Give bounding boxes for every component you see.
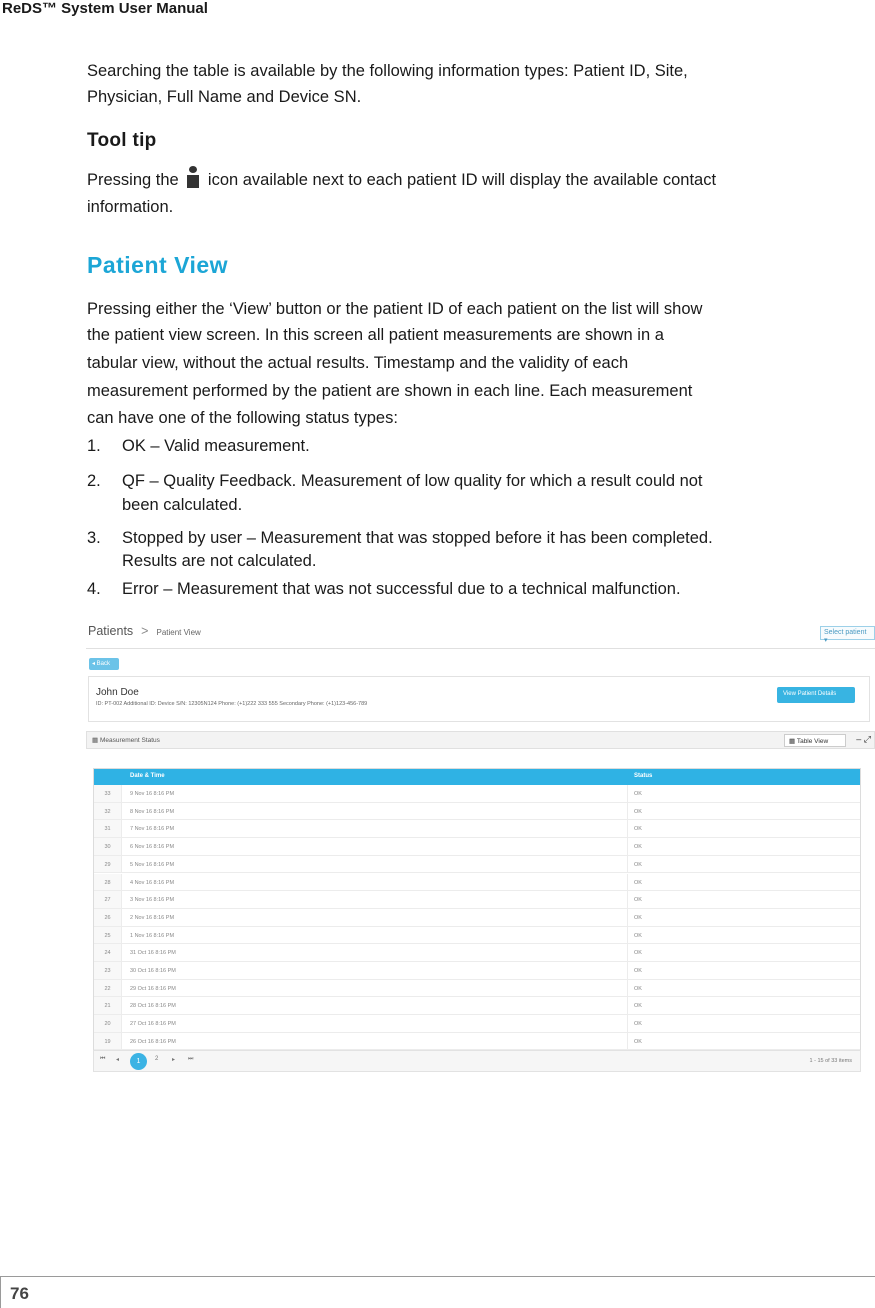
tooltip-line-2: information. [87,198,174,216]
row-date-time: 3 Nov 16 8:16 PM [130,897,175,904]
column-divider [627,980,628,997]
row-number: 20 [94,1015,122,1032]
pv-line-5: can have one of the following status types: [87,409,398,427]
row-number: 28 [94,874,122,891]
tooltip-heading: Tool tip [87,130,157,151]
pagination [93,1050,861,1072]
table-row[interactable] [94,980,860,998]
page-2-button[interactable]: 2 [155,1056,159,1062]
column-divider [627,997,628,1014]
view-patient-details-button[interactable]: View Patient Details [777,687,855,703]
row-status: OK [634,985,642,992]
patient-view-heading: Patient View [87,252,229,278]
table-row[interactable] [94,1033,860,1051]
table-row[interactable] [94,874,860,892]
row-status: OK [634,826,642,833]
row-date-time: 29 Oct 16 8:16 PM [130,985,176,992]
table-row[interactable] [94,962,860,980]
row-date-time: 26 Oct 16 8:16 PM [130,1038,176,1045]
patient-view-screenshot [86,618,875,1080]
list-text: OK – Valid measurement. [122,437,310,455]
table-view-button[interactable]: ▦ Table View [784,734,846,747]
next-page-button[interactable]: ▸ [172,1057,176,1063]
row-number: 25 [94,927,122,944]
row-status: OK [634,897,642,904]
first-page-button[interactable]: ⏮ [100,1056,106,1062]
page-1-button[interactable]: 1 [130,1053,147,1070]
document-header: ReDS™ System User Manual [2,0,208,17]
pv-line-1: Pressing either the ‘View’ button or the patient ID of each patient on the list will show [87,300,703,318]
row-status: OK [634,808,642,815]
footer-divider-vertical [0,1276,1,1308]
column-divider [627,856,628,873]
row-number: 31 [94,820,122,837]
tooltip-text-before: Pressing the [87,171,179,189]
list-text: Error – Measurement that was not successful due to a technical malfunction. [122,580,681,598]
row-number: 24 [94,944,122,961]
table-row[interactable] [94,803,860,821]
row-date-time: 8 Nov 16 8:16 PM [130,808,175,815]
patient-info: ID: PT-002 Additional ID: Device S/N: 12305N124 Phone: (+1)222 333 555 Secondary Phone: (+1)123-456-789 [96,701,368,707]
row-date-time: 5 Nov 16 8:16 PM [130,861,175,868]
column-divider [627,891,628,908]
list-text: QF – Quality Feedback. Measurement of low quality for which a result could not [122,472,703,490]
divider [86,648,875,649]
row-status: OK [634,1003,642,1010]
column-status[interactable]: Status [634,773,653,779]
row-number: 21 [94,997,122,1014]
column-divider [627,874,628,891]
column-date-time[interactable]: Date & Time [130,773,165,779]
row-status: OK [634,1021,642,1028]
row-date-time: 30 Oct 16 8:16 PM [130,968,176,974]
row-date-time: 1 Nov 16 8:16 PM [130,932,175,939]
breadcrumb [88,624,201,638]
row-number: 26 [94,909,122,926]
column-divider [627,803,628,820]
table-row[interactable] [94,997,860,1015]
items-count: 1 - 15 of 33 items [809,1058,852,1064]
column-divider [627,1033,628,1050]
measurement-status-panel-header [86,731,875,749]
select-patient-dropdown[interactable]: Select patient ▾ [820,626,875,640]
info-icon [185,166,201,188]
row-status: OK [634,932,642,939]
column-divider [627,838,628,855]
status-list-item [87,470,875,516]
row-date-time: 9 Nov 16 8:16 PM [130,791,175,797]
status-list-item [87,527,875,573]
pv-line-4: measurement performed by the patient are shown in each line. Each measurement [87,382,693,400]
row-number: 29 [94,856,122,873]
table-row[interactable] [94,820,860,838]
status-list-item [87,578,875,602]
row-number: 22 [94,980,122,997]
breadcrumb-patients[interactable]: Patients [88,624,134,638]
row-status: OK [634,950,642,957]
row-date-time: 31 Oct 16 8:16 PM [130,950,176,957]
table-row[interactable] [94,838,860,856]
pv-line-3: tabular view, without the actual results. Timestamp and the validity of each [87,354,629,372]
row-number: 27 [94,891,122,908]
back-button[interactable]: ◂ Back [89,658,119,670]
row-status: OK [634,879,642,886]
list-number: 1. [87,437,101,455]
intro-line-1: Searching the table is available by the following information types: Patient ID, Site, [87,62,688,80]
page-number: 76 [10,1284,29,1303]
intro-line-2: Physician, Full Name and Device SN. [87,88,362,106]
row-status: OK [634,844,642,851]
row-status: OK [634,791,642,797]
table-row[interactable] [94,927,860,945]
table-row[interactable] [94,909,860,927]
table-row[interactable] [94,891,860,909]
breadcrumb-separator: > [141,624,149,638]
list-number: 4. [87,580,101,598]
row-number: 19 [94,1033,122,1050]
list-number: 3. [87,529,101,547]
column-divider [627,785,628,802]
footer-divider [0,1276,875,1277]
table-row[interactable] [94,944,860,962]
patient-name: John Doe [96,687,139,698]
column-divider [627,927,628,944]
row-number: 32 [94,803,122,820]
pv-line-2: the patient view screen. In this screen all patient measurements are shown in a [87,326,664,344]
table-row[interactable] [94,1015,860,1033]
row-status: OK [634,914,642,921]
measurement-table [93,768,861,1060]
row-date-time: 27 Oct 16 8:16 PM [130,1021,176,1028]
tooltip-paragraph [87,166,716,193]
row-status: OK [634,1038,642,1045]
breadcrumb-current: Patient View [156,628,201,637]
tooltip-text-after: icon available next to each patient ID will display the available contact [207,171,717,189]
column-divider [627,909,628,926]
last-page-button[interactable]: ⏭ [188,1056,194,1062]
row-number: 33 [94,785,122,802]
column-divider [627,944,628,961]
row-number: 23 [94,962,122,979]
prev-page-button[interactable]: ◂ [116,1057,120,1063]
row-date-time: 7 Nov 16 8:16 PM [130,826,175,833]
table-row[interactable] [94,785,860,803]
column-divider [627,1015,628,1032]
list-number: 2. [87,472,101,490]
column-divider [627,820,628,837]
row-date-time: 4 Nov 16 8:16 PM [130,879,175,886]
list-text: Stopped by user – Measurement that was stopped before it has been completed. [122,529,713,547]
row-date-time: 6 Nov 16 8:16 PM [130,844,175,851]
panel-title: ▦ Measurement Status [92,737,160,744]
column-divider [627,962,628,979]
panel-controls[interactable]: ‒ ⤢ [856,734,871,744]
status-list-item [87,435,875,459]
row-status: OK [634,861,642,868]
patient-card [88,676,870,722]
row-number: 30 [94,838,122,855]
table-row[interactable] [94,856,860,874]
row-date-time: 28 Oct 16 8:16 PM [130,1003,176,1010]
list-text-cont: Results are not calculated. [122,552,317,570]
row-date-time: 2 Nov 16 8:16 PM [130,914,175,921]
list-text-cont: been calculated. [122,496,243,514]
table-header [94,769,860,785]
row-status: OK [634,968,642,974]
